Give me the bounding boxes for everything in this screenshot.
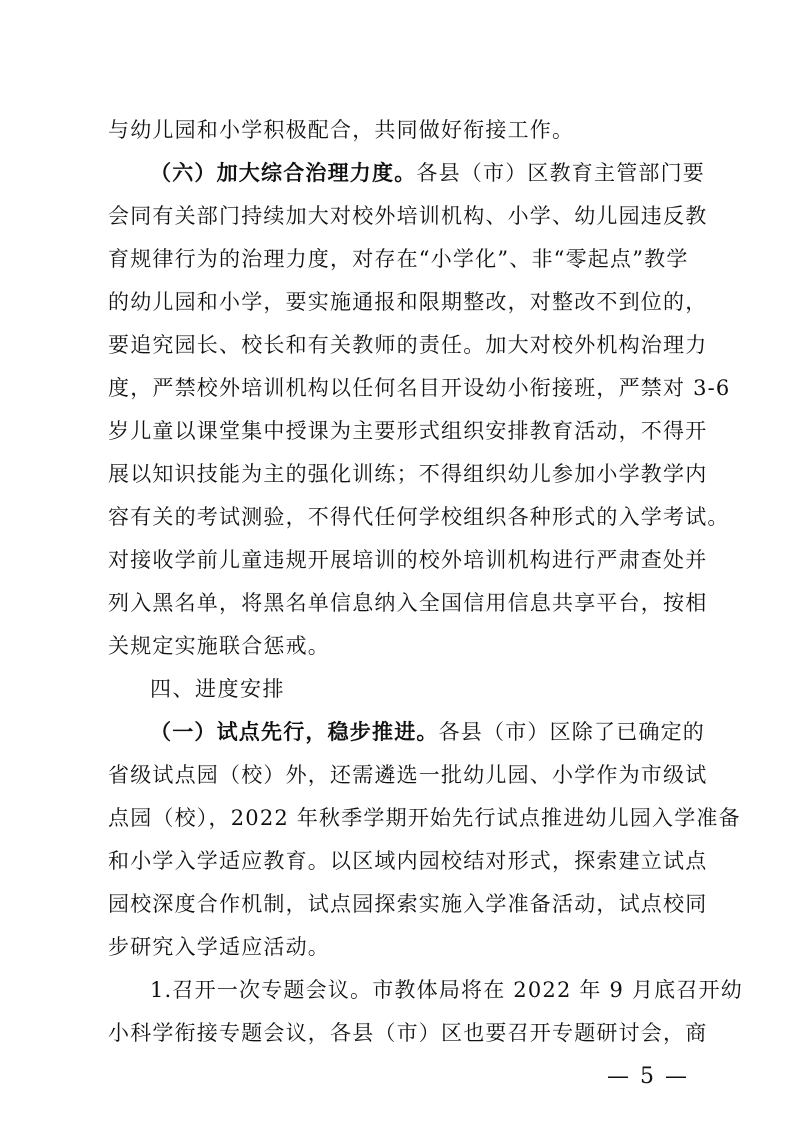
- paragraph-line: [108, 803, 741, 833]
- paragraph-line: [108, 244, 688, 274]
- paragraph-line: [108, 287, 708, 317]
- heading-text: 四、进度安排: [150, 677, 285, 701]
- paragraph-line: [108, 889, 708, 919]
- line-text: 1.召开一次专题会议。市教体局将在 2022 年 9 月底召开幼: [150, 978, 743, 1002]
- line-text: 园校深度合作机制，试点园探索实施入学准备活动，试点校同: [108, 892, 708, 916]
- paragraph-line: [108, 416, 708, 446]
- line-text: 关规定实施联合惩戒。: [108, 634, 330, 658]
- line-text: 展以知识技能为主的强化训练；不得组织幼儿参加小学教学内: [108, 462, 708, 486]
- paragraph-line: [108, 932, 688, 962]
- line-text: 点园（校），2022 年秋季学期开始先行试点推进幼儿园入学准备: [108, 806, 741, 830]
- line-text: 列入黑名单，将黑名单信息纳入全国信用信息共享平台，按相: [108, 591, 708, 615]
- line-text: 容有关的考试测验，不得代任何学校组织各种形式的入学考试。: [108, 505, 730, 529]
- paragraph-line: [108, 760, 708, 790]
- line-text: 要追究园长、校长和有关教师的责任。加大对校外机构治理力: [108, 333, 708, 357]
- line-text: 省级试点园（校）外，还需遴选一批幼儿园、小学作为市级试: [108, 763, 708, 787]
- line-text: 岁儿童以课堂集中授课为主要形式组织安排教育活动，不得开: [108, 419, 708, 443]
- line-text: 各县（市）区除了已确定的: [438, 720, 706, 744]
- paragraph-line: [108, 330, 708, 360]
- paragraph-line: [150, 975, 743, 1005]
- line-text: 对接收学前儿童违规开展培训的校外培训机构进行严肃查处并: [108, 548, 708, 572]
- section-lead-bold: （六）加大综合治理力度。: [150, 160, 417, 185]
- line-text: 会同有关部门持续加大对校外培训机构、小学、幼儿园违反教: [108, 204, 708, 228]
- line-text: 各县（市）区教育主管部门要: [416, 161, 706, 185]
- paragraph-line: [108, 502, 730, 532]
- paragraph-line: [108, 631, 688, 661]
- paragraph-line: [108, 1018, 708, 1048]
- paragraph-line: [150, 717, 706, 747]
- paragraph-line: [108, 846, 708, 876]
- line-text: 步研究入学适应活动。: [108, 935, 330, 959]
- paragraph-line: [108, 588, 708, 618]
- line-text: 与幼儿园和小学积极配合，共同做好衔接工作。: [108, 118, 575, 142]
- page-number: — 5 —: [607, 1064, 689, 1089]
- section-heading: [150, 674, 688, 704]
- paragraph-line: [150, 158, 706, 188]
- paragraph-line: [108, 373, 731, 403]
- line-text: 和小学入学适应教育。以区域内园校结对形式，探索建立试点: [108, 849, 708, 873]
- paragraph-line: [108, 201, 708, 231]
- line-text: 育规律行为的治理力度，对存在“小学化”、非“零起点”教学: [108, 247, 689, 271]
- line-text: 度，严禁校外培训机构以任何名目开设幼小衔接班，严禁对 3-6: [108, 376, 731, 400]
- paragraph-line: [108, 115, 688, 145]
- paragraph-line: [108, 459, 708, 489]
- section-lead-bold: （一）试点先行，稳步推进。: [150, 719, 439, 744]
- line-text: 小科学衔接专题会议，各县（市）区也要召开专题研讨会，商: [108, 1021, 708, 1045]
- paragraph-line: [108, 545, 708, 575]
- line-text: 的幼儿园和小学，要实施通报和限期整改，对整改不到位的，: [108, 290, 708, 314]
